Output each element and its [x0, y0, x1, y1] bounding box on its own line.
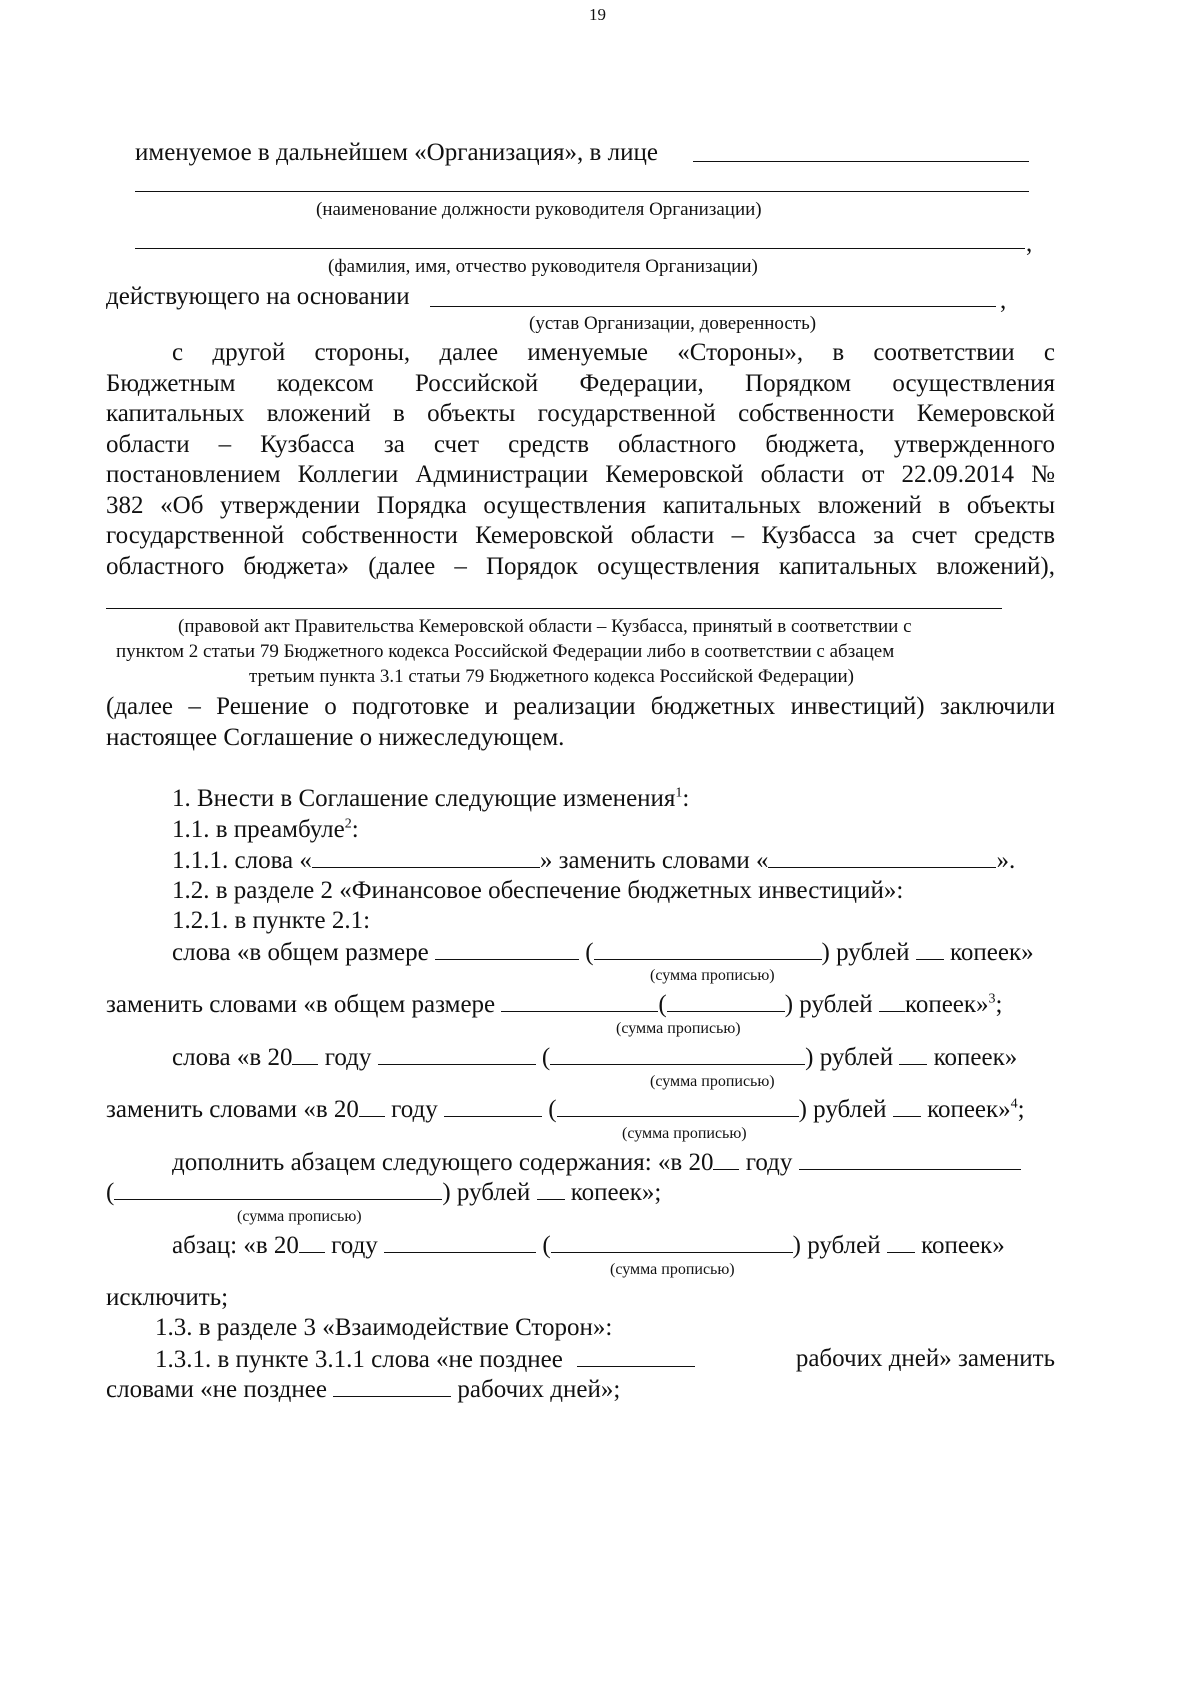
caption-fio: (фамилия, имя, отчество руководителя Организации) [328, 256, 758, 277]
words-year-line: слова «в 20 году ( ) рублей копеек» [172, 1044, 1018, 1071]
legal-act-caption-2: пунктом 2 статьи 79 Бюджетного кодекса Российской Федерации либо в соответствии с абзацем [116, 641, 895, 662]
blank-total-amount [435, 937, 579, 960]
blank-new-year-amount [444, 1094, 542, 1117]
blank-fio [135, 248, 1025, 249]
blank-abzac-year [299, 1230, 325, 1253]
sum-caption-6: (сумма прописью) [610, 1261, 735, 1278]
legal-act-caption-1: (правовой акт Правительства Кемеровской области – Кузбасса, принятый в соответствии с [178, 616, 912, 637]
blank-new-total-amount [501, 989, 658, 1012]
blank-abzac-amount [384, 1230, 536, 1253]
blank-abzac-words [551, 1230, 793, 1253]
blank-supp-kop [537, 1177, 565, 1200]
supplement-line-2: ( ) рублей копеек»; [106, 1179, 662, 1206]
preamble-line-6: 382 «Об утверждении Порядка осуществления капитальных вложений в объекты [106, 492, 1055, 519]
blank-new-year-words [557, 1094, 799, 1117]
blank-representative [693, 161, 1029, 162]
item-1-3-1-line-2: словами «не позднее рабочих дней»; [106, 1376, 621, 1403]
sum-caption-4: (сумма прописью) [622, 1125, 747, 1142]
blank-new-kop [879, 989, 905, 1012]
sum-caption-2: (сумма прописью) [616, 1020, 741, 1037]
supplement-line: дополнить абзацем следующего содержания: «в 20 году [172, 1147, 1021, 1178]
blank-year [292, 1042, 318, 1065]
item-1-2: 1.2. в разделе 2 «Финансовое обеспечение бюджетных инвестиций»: [172, 877, 904, 904]
fio-comma: , [1026, 230, 1033, 257]
blank-legal-act [106, 608, 1002, 609]
blank-days-new [333, 1374, 451, 1397]
blank-new-words [768, 845, 996, 868]
blank-abzac-kop [887, 1230, 915, 1253]
acting-basis: действующего на основании [106, 283, 410, 310]
replace-year-line: заменить словами «в 20 году ( ) рублей копеек»$^4$; [106, 1096, 1025, 1123]
sum-caption-5: (сумма прописью) [237, 1208, 362, 1225]
named-org-text: именуемое в дальнейшем «Организация», в лице [135, 139, 658, 166]
preamble-line-3: капитальных вложений в объекты государственной собственности Кемеровской [106, 400, 1055, 427]
page-number: 19 [589, 5, 606, 24]
blank-days-old [577, 1344, 695, 1367]
legal-act-caption-3: третьим пункта 3.1 статьи 79 Бюджетного кодекса Российской Федерации) [249, 666, 854, 687]
item-1-2-1: 1.2.1. в пункте 2.1: [172, 907, 371, 934]
sum-caption-3: (сумма прописью) [650, 1073, 775, 1090]
preamble-line-5: постановлением Коллегии Администрации Кемеровской области от 22.09.2014 № [106, 461, 1055, 488]
caption-basis: (устав Организации, доверенность) [529, 313, 817, 334]
blank-year-kop [899, 1042, 927, 1065]
decision-line-1: (далее – Решение о подготовке и реализации бюджетных инвестиций) заключили [106, 693, 1055, 720]
named-org-line [135, 138, 658, 168]
caption-position: (наименование должности руководителя Организации) [316, 199, 762, 220]
item-1-3-1-line-1: 1.3.1. в пункте 3.1.1 слова «не позднее рабочих дней» заменить [155, 1345, 1055, 1373]
preamble-line-7: государственной собственности Кемеровской области – Кузбасса за счет средств [106, 522, 1055, 549]
preamble-line-1: с другой стороны, далее именуемые «Стороны», в соответствии с [172, 339, 1055, 366]
basis-comma: , [1000, 287, 1007, 314]
blank-position [135, 191, 1029, 192]
words-total-line: слова «в общем размере ( ) рублей копеек» [172, 939, 1034, 966]
preamble-line-8: областного бюджета» (далее – Порядок осуществления капитальных вложений), [106, 553, 1055, 580]
replace-total-line: заменить словами «в общем размере ( ) рублей копеек»$^3$; [106, 991, 1003, 1018]
blank-new-year-kop [893, 1094, 921, 1117]
blank-supp-year [713, 1147, 739, 1170]
item-1: 1. Внести в Соглашение следующие изменения$^1$: [172, 785, 690, 812]
blank-supp-amount [799, 1147, 1021, 1170]
item-1-3: 1.3. в разделе 3 «Взаимодействие Сторон»: [155, 1314, 613, 1341]
item-1-1: 1.1. в преамбуле$^2$: [172, 816, 359, 843]
exclude-line: исключить; [106, 1284, 229, 1311]
preamble-line-2: Бюджетным кодексом Российской Федерации, Порядком осуществления [106, 370, 1055, 397]
item-1-1-1: 1.1.1. слова « » заменить словами « ». [172, 847, 1016, 874]
blank-total-words [594, 937, 822, 960]
blank-basis [430, 306, 996, 307]
abzac-line: абзац: «в 20 году ( ) рублей копеек» [172, 1232, 1005, 1259]
blank-kop [916, 937, 944, 960]
decision-line-2: настоящее Соглашение о нижеследующем. [106, 724, 565, 751]
blank-new-year [359, 1094, 385, 1117]
preamble-line-4: области – Кузбасса за счет средств областного бюджета, утвержденного [106, 431, 1055, 458]
blank-year-amount [378, 1042, 536, 1065]
sum-caption-1: (сумма прописью) [650, 967, 775, 984]
blank-year-words [550, 1042, 805, 1065]
blank-old-words [312, 845, 540, 868]
blank-new-total-words [667, 989, 785, 1012]
blank-supp-words [114, 1177, 442, 1200]
